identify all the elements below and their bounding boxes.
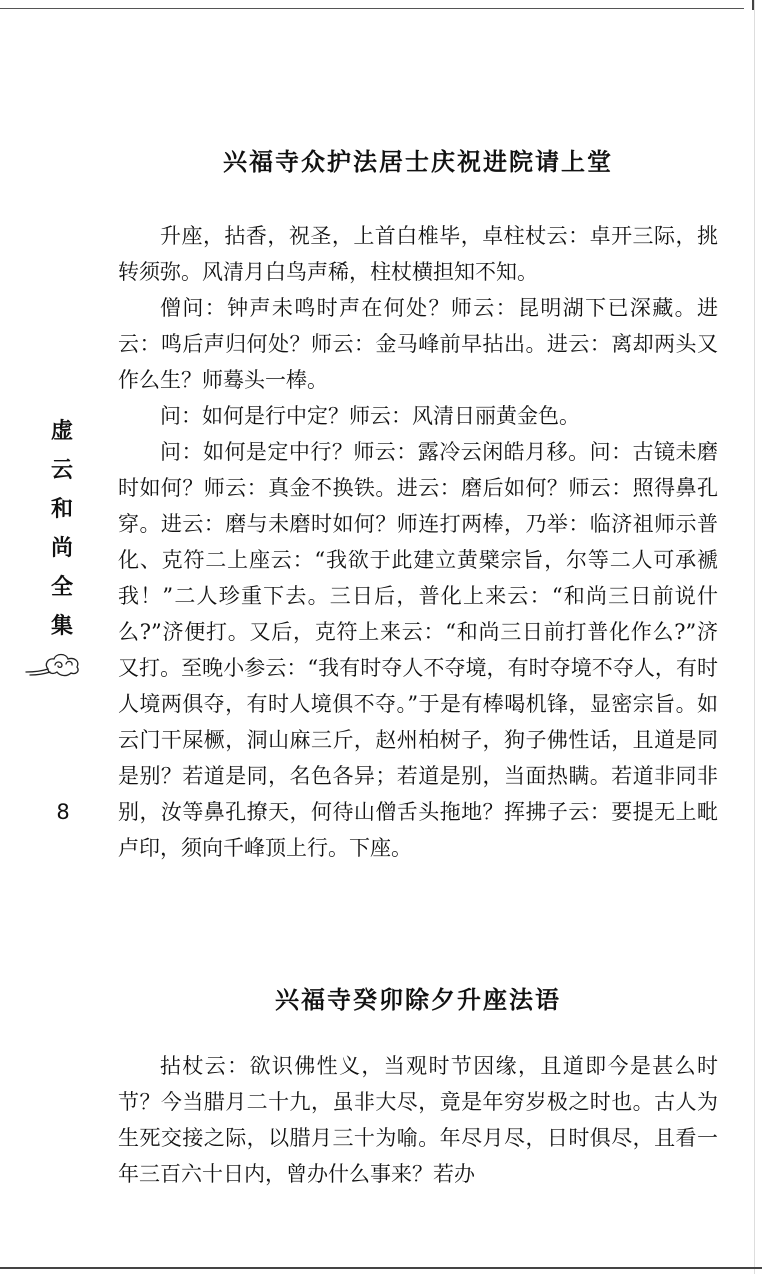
section-body xyxy=(118,218,718,866)
book-title-vertical xyxy=(46,412,78,646)
top-rule xyxy=(0,8,744,9)
paragraph: 升座，拈香，祝圣，上首白椎毕，卓柱杖云：卓开三际，挑转须弥。风清月白鸟声稀，柱杖横担知不知。 xyxy=(118,224,718,284)
page-number: 8 xyxy=(56,800,70,824)
paragraph: 僧问：钟声未鸣时声在何处？师云：昆明湖下已深藏。进云：鸣后声归何处？师云：金马峰前早拈出。进云：离却两头又作么生？师蓦头一棒。 xyxy=(118,296,718,392)
book-title-char: 和 xyxy=(50,497,73,522)
book-title-char: 云 xyxy=(50,458,73,483)
paragraph: 问：如何是定中行？师云：露冷云闲皓月移。问：古镜未磨时如何？师云：真金不换铁。进云：磨后如何？师云：照得鼻孔穿。进云：磨与未磨时如何？师连打两棒，乃举：临济祖师示普化、克符二上座云：“我欲于此建立黄檗宗旨，尔等二人可承褫我！”二人珍重下去。三日后，普化上来云：“和尚三日前说什么?”济便打。又后，克符上来云：“和尚三日前打普化作么?”济又打。至晚小参云：“我有时夺人不夺境，有时夺境不夺人，有时人境两俱夺，有时人境俱不夺。”于是有棒喝机锋，显密宗旨。如云门干屎橛，洞山麻三斤，赵州柏树子，狗子佛性话，且道是同是别？若道是同，名色各异；若道是别，当面热瞒。若道非同非别，汝等鼻孔撩天，何待山僧舌头拖地？挥拂子云：要提无上毗卢印，须向千峰顶上行。下座。 xyxy=(118,440,718,860)
section-title: 兴福寺癸卯除夕升座法语 xyxy=(275,986,561,1014)
page-right-edge xyxy=(754,0,762,1274)
book-title-char: 虚 xyxy=(50,419,73,444)
book-title-char: 尚 xyxy=(50,536,73,561)
book-title-char: 集 xyxy=(50,614,73,639)
section-body xyxy=(118,1048,718,1192)
paragraph: 问：如何是行中定？师云：风清日丽黄金色。 xyxy=(160,404,580,428)
auspicious-cloud-icon xyxy=(22,648,86,682)
paragraph: 拈杖云：欲识佛性义，当观时节因缘，且道即今是甚么时节？今当腊月二十九，虽非大尽，竟是年穷岁极之时也。古人为生死交接之际，以腊月三十为喻。年尽月尽，日时俱尽，且看一年三百六十日内，曾办什么事来？若办 xyxy=(118,1054,718,1186)
section-title: 兴福寺众护法居士庆祝进院请上堂 xyxy=(223,148,613,176)
bottom-rule xyxy=(0,1267,762,1269)
book-title-char: 全 xyxy=(50,575,73,600)
